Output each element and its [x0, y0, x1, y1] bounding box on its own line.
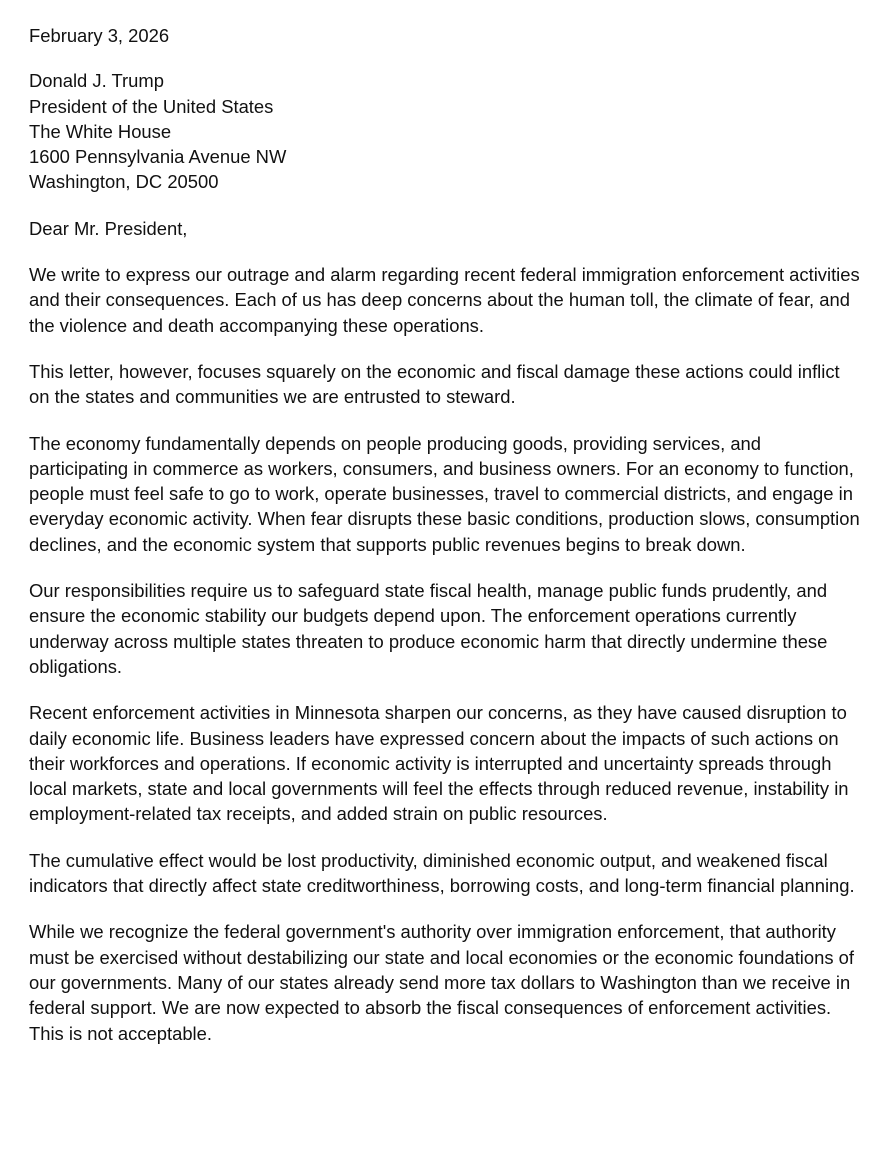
paragraph-responsibilities: Our responsibilities require us to safeguard state fiscal health, manage public funds prudently, and ensure the economic stability our budgets depend upon. The enforcement operations currently underway across multiple states threaten to produce economic harm that directly undermine these obligations. — [29, 580, 828, 677]
recipient-building: The White House — [29, 120, 172, 142]
recipient-name: Donald J. Trump — [29, 70, 164, 92]
recipient-title: President of the United States — [29, 95, 274, 117]
paragraph-minnesota: Recent enforcement activities in Minnesota sharpen our concerns, as they have caused disruption to daily economic life. Business leaders have expressed concern about the impacts of such actions on their workforces and operations. If economic activity is interrupted and uncertainty spreads through local markets, state and local governments will feel the effects through reduced revenue, instability in employment-related tax receipts, and added strain on public resources. — [29, 702, 849, 825]
paragraph-focus: This letter, however, focuses squarely on the economic and fiscal damage these actions could inflict on the states and communities we are entrusted to steward. — [29, 360, 840, 408]
salutation: Dear Mr. President, — [29, 217, 188, 239]
paragraph-federal-authority: While we recognize the federal government's authority over immigration enforcement, that authority must be exercised without destabilizing our state and local economies or the economic foundations of our governments. Many of our states already send more tax dollars to Washington than we receive in federal support. We are now expected to absorb the fiscal consequences of enforcement activities. This is not acceptable. — [29, 921, 854, 1044]
recipient-city: Washington, DC 20500 — [29, 171, 219, 193]
recipient-street: 1600 Pennsylvania Avenue NW — [29, 146, 287, 168]
paragraph-economy: The economy fundamentally depends on people producing goods, providing services, and participating in commerce as workers, consumers, and business owners. For an economy to function, people must feel safe to go to work, operate businesses, travel to commercial districts, and engage in everyday economic activity. When fear disrupts these basic conditions, production slows, consumption declines, and the economic system that supports public revenues begins to break down. — [29, 432, 860, 555]
letter-date: February 3, 2026 — [29, 25, 170, 46]
recipient-address — [29, 68, 860, 194]
paragraph-cumulative-effect: The cumulative effect would be lost productivity, diminished economic output, and weakened fiscal indicators that directly affect state creditworthiness, borrowing costs, and long-term financial planning. — [29, 849, 855, 897]
paragraph-outrage: We write to express our outrage and alarm regarding recent federal immigration enforcement activities and their consequences. Each of us has deep concerns about the human toll, the climate of fear, and the violence and death accompanying these operations. — [29, 264, 860, 336]
